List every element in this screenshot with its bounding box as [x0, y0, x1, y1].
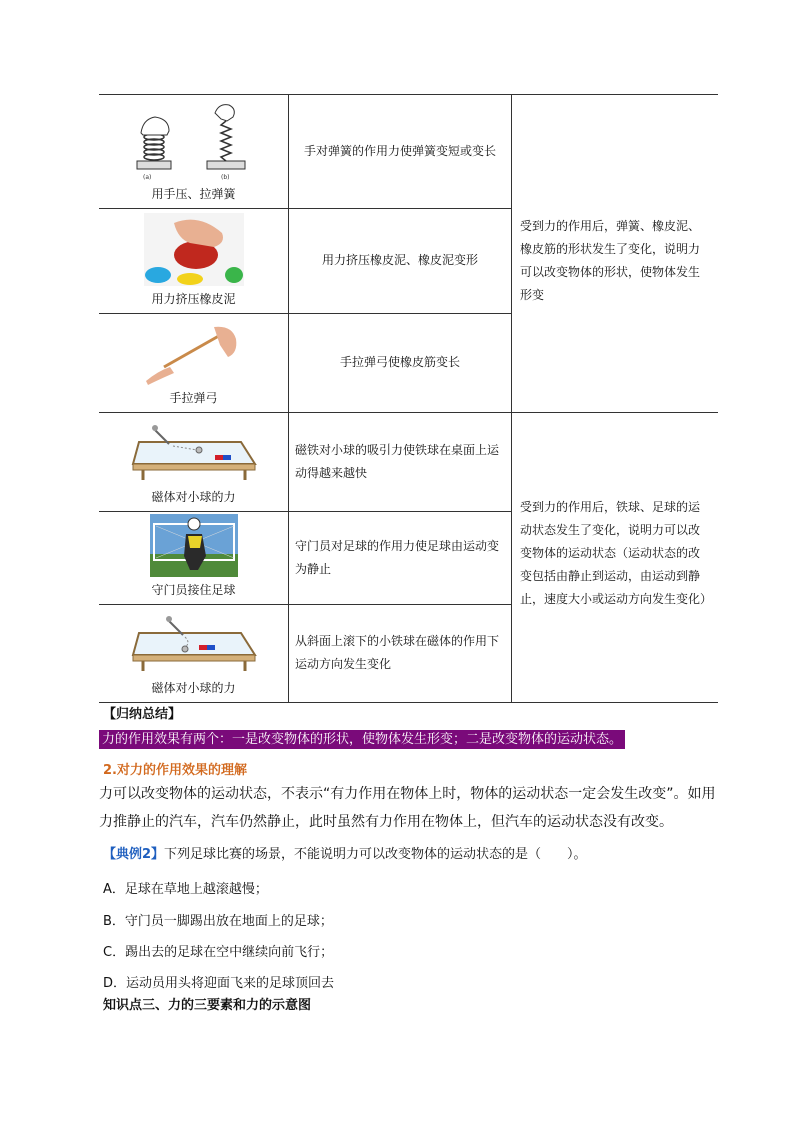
row-caption: 守门员接住足球: [151, 583, 236, 597]
slingshot-icon: [144, 323, 244, 385]
row-description: 手拉弹弓使橡皮筋变长: [339, 355, 460, 369]
row-description: 用力挤压橡皮泥、橡皮泥变形: [321, 253, 478, 267]
goalkeeper-icon: [150, 514, 238, 577]
row-description: 守门员对足球的作用力使足球由运动变为静止: [295, 538, 500, 576]
section-paragraph: 力可以改变物体的运动状态，不表示“有力作用在物体上时，物体的运动状态一定会发生改变”。如用力推静止的汽车，汽车仍然静止，此时虽然有力作用在物体上，但汽车的运动状态没有改变。: [99, 786, 716, 830]
table-row: [99, 208, 288, 313]
summary-highlight: 力的作用效果有两个：一是改变物体的形状，使物体发生形变；二是改变物体的运动状态。: [99, 730, 625, 749]
row-description: 从斜面上滚下的小铁球在磁体的作用下运动方向发生变化: [295, 634, 500, 671]
option-a: A．足球在草地上越滚越慢；: [103, 882, 268, 897]
sub-caption-b: (b): [220, 174, 229, 181]
row-caption: 用手压、拉弹簧: [151, 187, 236, 201]
option-d: D．运动员用头将迎面飞来的足球顶回去: [103, 976, 335, 991]
table-row: [99, 412, 288, 511]
spring-icon: [129, 101, 259, 181]
row-description: 磁铁对小球的吸引力使铁球在桌面上运动得越来越快: [295, 442, 500, 480]
clay-icon: [144, 213, 244, 286]
option-c: C．踢出去的足球在空中继续向前飞行；: [103, 945, 334, 960]
table-row: [99, 313, 288, 412]
conclusion-shape: 受到力的作用后，弹簧、橡皮泥、橡皮筋的形状发生了变化，说明力可以改变物体的形状，使物体发生形变: [520, 219, 701, 302]
row-description: 手对弹簧的作用力使弹簧变短或变长: [303, 144, 496, 158]
example-question: [103, 842, 728, 868]
row-caption: 手拉弹弓: [169, 391, 218, 405]
row-caption: 磁体对小球的力: [151, 681, 236, 695]
conclusion-motion: 受到力的作用后，铁球、足球的运动状态发生了变化，说明力可以改变物体的运动状态（运动状态的改变包括由静止到运动，由运动到静止，速度大小或运动方向发生变化）: [520, 500, 713, 606]
example-question-text: 下列足球比赛的场景，不能说明力可以改变物体的运动状态的是（ ）。: [164, 847, 587, 862]
sub-caption-a: (a): [142, 174, 151, 181]
example-label: 【典例2】: [103, 847, 165, 862]
table-row: [99, 511, 288, 604]
summary-heading: 【归纳总结】: [103, 707, 182, 722]
force-effects-table: [99, 94, 718, 703]
magnet-table-icon: [129, 611, 259, 675]
table-row: [99, 604, 288, 702]
magnet-table-icon: [129, 420, 259, 484]
row-caption: 磁体对小球的力: [151, 490, 236, 504]
row-caption: 用力挤压橡皮泥: [151, 292, 236, 306]
option-b: B．守门员一脚踢出放在地面上的足球；: [103, 914, 333, 929]
knowledge-point-heading: 知识点三、力的三要素和力的示意图: [103, 998, 312, 1013]
table-row: [99, 95, 288, 208]
section-title: 2.对力的作用效果的理解: [103, 763, 247, 778]
